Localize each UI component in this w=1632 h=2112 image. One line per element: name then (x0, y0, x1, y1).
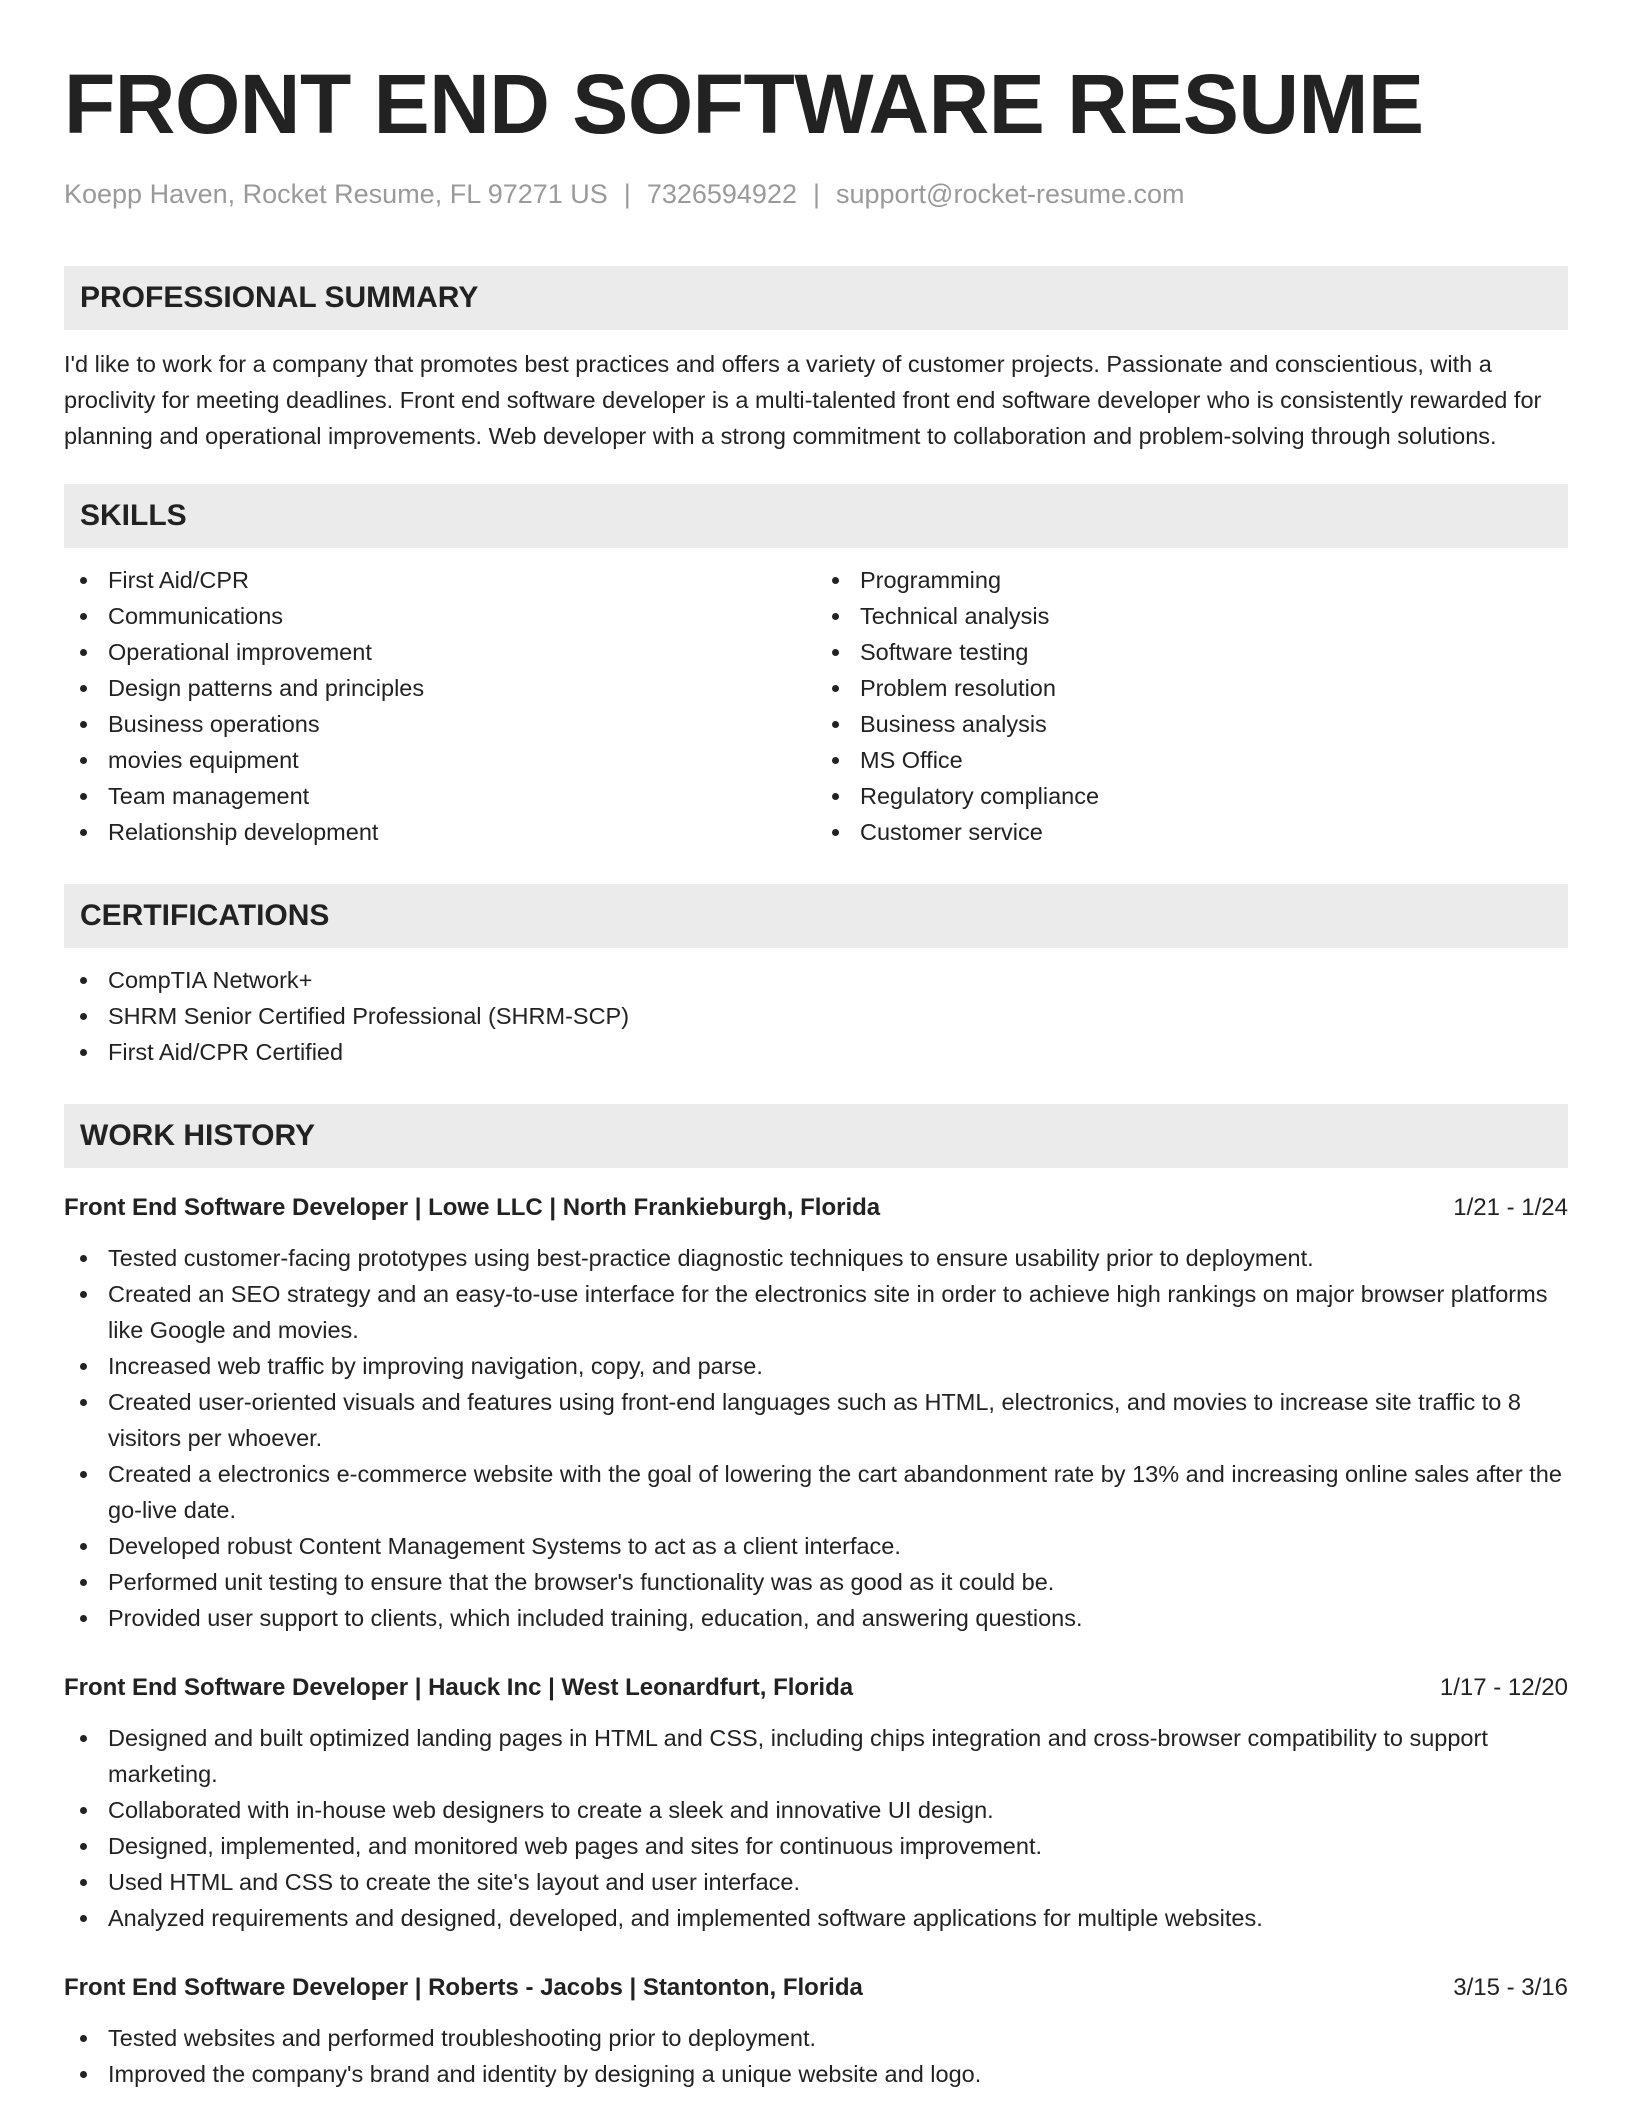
phone-text: 7326594922 (646, 179, 797, 209)
summary-text: I'd like to work for a company that promotes best practices and offers a variety of customer projects. Passionate and conscientious, with a proclivity for meeting deadlines. Front end software developer is a multi-talented front end software developer who is consistently rewarded for planning and operational improvements. Web developer with a strong commitment to collaboration and problem-solving through solutions. (64, 351, 1542, 449)
contact-separator: | (623, 179, 631, 209)
list-item: SHRM Senior Certified Professional (SHRM-SCP) (64, 998, 1568, 1034)
list-item: First Aid/CPR Certified (64, 1034, 1568, 1070)
certifications-list (64, 962, 1568, 1070)
list-item: Improved the company's brand and identity by designing a unique website and logo. (64, 2056, 1568, 2092)
list-item: Created an SEO strategy and an easy-to-use interface for the electronics site in order to achieve high rankings on major browser platforms like Google and movies. (64, 1276, 1568, 1348)
list-item: Collaborated with in-house web designers to create a sleek and innovative UI design. (64, 1792, 1568, 1828)
job-bullet-list (64, 1720, 1568, 1936)
list-item: Business analysis (816, 706, 1568, 742)
list-item: Technical analysis (816, 598, 1568, 634)
list-item: Business operations (64, 706, 816, 742)
list-item: Increased web traffic by improving navigation, copy, and parse. (64, 1348, 1568, 1384)
list-item: Team management (64, 778, 816, 814)
list-item: Customer service (816, 814, 1568, 850)
list-item: Designed, implemented, and monitored web pages and sites for continuous improvement. (64, 1828, 1568, 1864)
job-title: Front End Software Developer | Lowe LLC | North Frankieburgh, Florida (64, 1194, 881, 1221)
list-item: Problem resolution (816, 670, 1568, 706)
job-header (64, 1670, 1568, 1706)
job-entry (64, 1190, 1568, 1636)
list-item: MS Office (816, 742, 1568, 778)
address-text: Koepp Haven, Rocket Resume, FL 97271 US (64, 179, 608, 209)
contact-line (64, 176, 1568, 212)
list-item: Design patterns and principles (64, 670, 816, 706)
list-item: Regulatory compliance (816, 778, 1568, 814)
list-item: Provided user support to clients, which included training, education, and answering questions. (64, 1600, 1568, 1636)
job-dates: 1/21 - 1/24 (1453, 1194, 1568, 1221)
list-item: Performed unit testing to ensure that the browser's functionality was as good as it could be. (64, 1564, 1568, 1600)
list-item: movies equipment (64, 742, 816, 778)
certifications-heading: CERTIFICATIONS (64, 884, 1568, 948)
job-header (64, 1190, 1568, 1226)
list-item: Created user-oriented visuals and features using front-end languages such as HTML, electronics, and movies to increase site traffic to 8 visitors per whoever. (64, 1384, 1568, 1456)
job-entry (64, 1970, 1568, 2092)
job-bullet-list (64, 1240, 1568, 1636)
list-item: CompTIA Network+ (64, 962, 1568, 998)
work-history-list (64, 1190, 1568, 2092)
work-history-heading: WORK HISTORY (64, 1104, 1568, 1168)
skills-column-right (816, 562, 1568, 850)
job-header (64, 1970, 1568, 2006)
list-item: Communications (64, 598, 816, 634)
list-item: Relationship development (64, 814, 816, 850)
list-item: First Aid/CPR (64, 562, 816, 598)
list-item: Used HTML and CSS to create the site's layout and user interface. (64, 1864, 1568, 1900)
job-dates: 3/15 - 3/16 (1453, 1974, 1568, 2001)
job-entry (64, 1670, 1568, 1936)
job-title: Front End Software Developer | Roberts - Jacobs | Stantonton, Florida (64, 1974, 863, 2001)
list-item: Operational improvement (64, 634, 816, 670)
list-item: Created a electronics e-commerce website with the goal of lowering the cart abandonment rate by 13% and increasing online sales after the go-live date. (64, 1456, 1568, 1528)
contact-separator: | (812, 179, 820, 209)
email-text: support@rocket-resume.com (836, 179, 1185, 209)
skills-list (64, 562, 1568, 850)
list-item: Designed and built optimized landing pages in HTML and CSS, including chips integration and cross-browser compatibility to support marketing. (64, 1720, 1568, 1792)
list-item: Analyzed requirements and designed, developed, and implemented software applications for multiple websites. (64, 1900, 1568, 1936)
job-dates: 1/17 - 12/20 (1439, 1674, 1568, 1701)
list-item: Programming (816, 562, 1568, 598)
summary-heading: PROFESSIONAL SUMMARY (64, 266, 1568, 330)
list-item: Tested websites and performed troubleshooting prior to deployment. (64, 2020, 1568, 2056)
job-title: Front End Software Developer | Hauck Inc | West Leonardfurt, Florida (64, 1674, 854, 1701)
list-item: Tested customer-facing prototypes using best-practice diagnostic techniques to ensure usability prior to deployment. (64, 1240, 1568, 1276)
skills-heading: SKILLS (64, 484, 1568, 548)
list-item: Software testing (816, 634, 1568, 670)
resume-title: FRONT END SOFTWARE RESUME (64, 57, 1424, 151)
list-item: Developed robust Content Management Systems to act as a client interface. (64, 1528, 1568, 1564)
job-bullet-list (64, 2020, 1568, 2092)
skills-column-left (64, 562, 816, 850)
